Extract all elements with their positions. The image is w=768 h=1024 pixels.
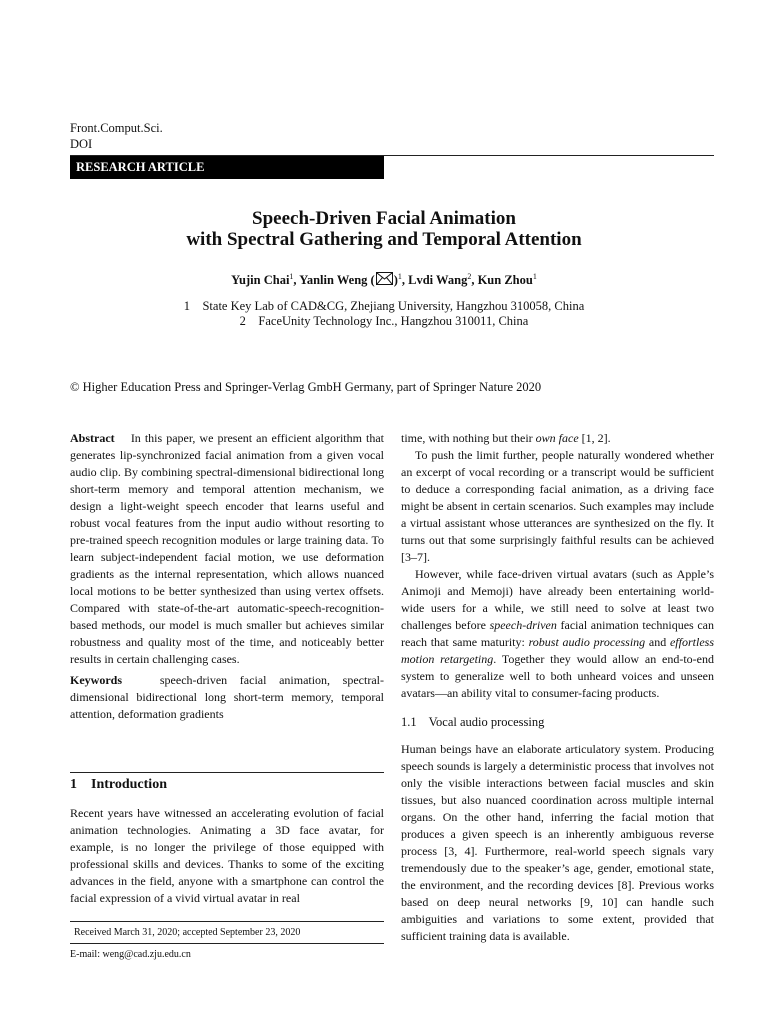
abstract-paragraph [70,430,384,668]
footnote-rule [70,943,384,944]
author-2-affil: 1 [397,272,402,281]
body-paragraph: To push the limit further, people naturally wondered whether an excerpt of vocal recording or a transcript would be sufficient to deduce a corresponding facial animation, as a driving face might be absent in certain scenarios. Such examples may include a virtual assistant whose utterances are synthesized on the fly. It turns out that some surprisingly faithful results can be achieved [3–7]. [401,448,714,564]
corresponding-email: E-mail: weng@cad.zju.edu.cn [70,949,191,960]
body-paragraph [401,566,714,702]
footnote-rule [70,921,384,922]
author-separator: , [471,273,478,288]
title-line-1: Speech-Driven Facial Animation [252,208,516,229]
text-run: [1, 2]. [578,431,611,445]
affiliation-1 [0,299,768,314]
author-1: Yujin Chai [231,273,290,288]
body-paragraph [401,430,714,447]
text-run: and [645,635,670,649]
text-run: facial animation techniques can reach that same maturity: [401,618,714,649]
received-date: Received March 31, 2020; accepted September 23, 2020 [74,927,301,938]
section-number: 1 [70,777,77,792]
doi-label: DOI [70,137,93,151]
emphasis: robust audio processing [528,635,646,649]
author-separator: , [293,273,300,288]
paper-title [0,208,768,250]
text-run: However, while face-driven virtual avatars (such as Apple’s Animoji and Memoji) have already been entertaining world-wide users for a while, we still need to solve at least two challenges before [401,567,714,632]
abstract-block [70,430,384,723]
author-4: Kun Zhou [477,273,533,288]
copyright-notice: © Higher Education Press and Springer-Verlag GmbH Germany, part of Springer Nature 2020 [70,380,542,394]
right-column [401,430,714,945]
affiliation-number: 1 [183,299,190,313]
author-1-affil: 1 [289,272,294,281]
keywords-paragraph [70,672,384,723]
affiliation-text: State Key Lab of CAD&CG, Zhejiang University, Hangzhou 310058, China [202,299,585,313]
section-rule [70,772,384,773]
abstract-text: In this paper, we present an efficient algorithm that generates lip-synchronized facial animation from a given vocal audio clip. By combining spectral-dimensional bidirectional long short-term memory and temporal attention mechanism, we design a light-weight speech encoder that learns useful and robust vocal features from the input audio without resorting to pre-trained speech recognition modules or large training data. To learn subject-independent facial motion, we use deformation gradients as the internal representation, which allows nuanced local motions to be better synthesized than using vertex offsets. Compared with state-of-the-art automatic-speech-recognition-based methods, our model is much smaller but achieves similar robustness and quality most of the time, and noticeably better results in certain challenging cases. [70,431,384,666]
article-type-banner: RESEARCH ARTICLE [70,156,384,179]
journal-name: Front.Comput.Sci. [70,121,163,135]
author-list [0,272,768,288]
keywords-text: speech-driven facial animation, spectral-dimensional bidirectional long short-term memory, temporal attention, deformation gradients [70,673,384,721]
text-run: time, with nothing but their [401,431,536,445]
author-3-affil: 2 [467,272,472,281]
author-separator: , [401,273,409,288]
section-title: Introduction [91,777,167,792]
author-2: Yanlin Weng ( [299,273,375,288]
title-line-2: with Spectral Gathering and Temporal Attention [186,229,582,250]
emphasis: speech-driven [489,618,557,632]
emphasis: own face [535,431,579,445]
author-4-affil: 1 [532,272,537,281]
subsection-number: 1.1 [401,715,417,729]
abstract-label: Abstract [70,431,115,445]
section-heading [70,777,167,793]
keywords-label: Keywords [70,673,122,687]
subsection-title: Vocal audio processing [428,715,545,729]
envelope-icon [376,272,393,285]
author-2-close: ) [393,273,398,288]
text-run: . Together they would allow an end-to-end system to generalize well to both unheard voices and unseen avatars—an ability vital to consumer-facing products. [401,652,714,700]
subsection-heading [401,714,714,731]
journal-header [70,120,163,152]
affiliation-number: 2 [239,314,246,328]
affiliation-2 [0,314,768,329]
intro-paragraph: Recent years have witnessed an accelerating evolution of facial animation technologies. Animating a 3D face avatar, for example, is no longer the privilege of those equipped with professional skills and devices. Thanks to some of the exciting advances in the field, anyone with a smartphone can control the facial expression of a vivid virtual avatar in real [70,806,384,905]
author-3: Lvdi Wang [408,273,468,288]
affiliation-text: FaceUnity Technology Inc., Hangzhou 310011, China [258,314,529,328]
emphasis: effortless motion retargeting [401,635,714,666]
body-paragraph: Human beings have an elaborate articulatory system. Producing speech sounds is largely a deterministic process that involves not only the visible interactions between facial muscles and skin tissues, but also nuanced coordination across multiple internal organs. On the other hand, inferring the facial motion that produces a given speech is an inherently ambiguous reverse process [3, 4]. Furthermore, real-world speech signals vary tremendously due to the speaker’s age, gender, emotional state, the environment, and the recording devices [8]. Previous works based on deep neural networks [9, 10] can handle such ambiguities and variations to some extent, provided that sufficient training data is available. [401,742,714,943]
